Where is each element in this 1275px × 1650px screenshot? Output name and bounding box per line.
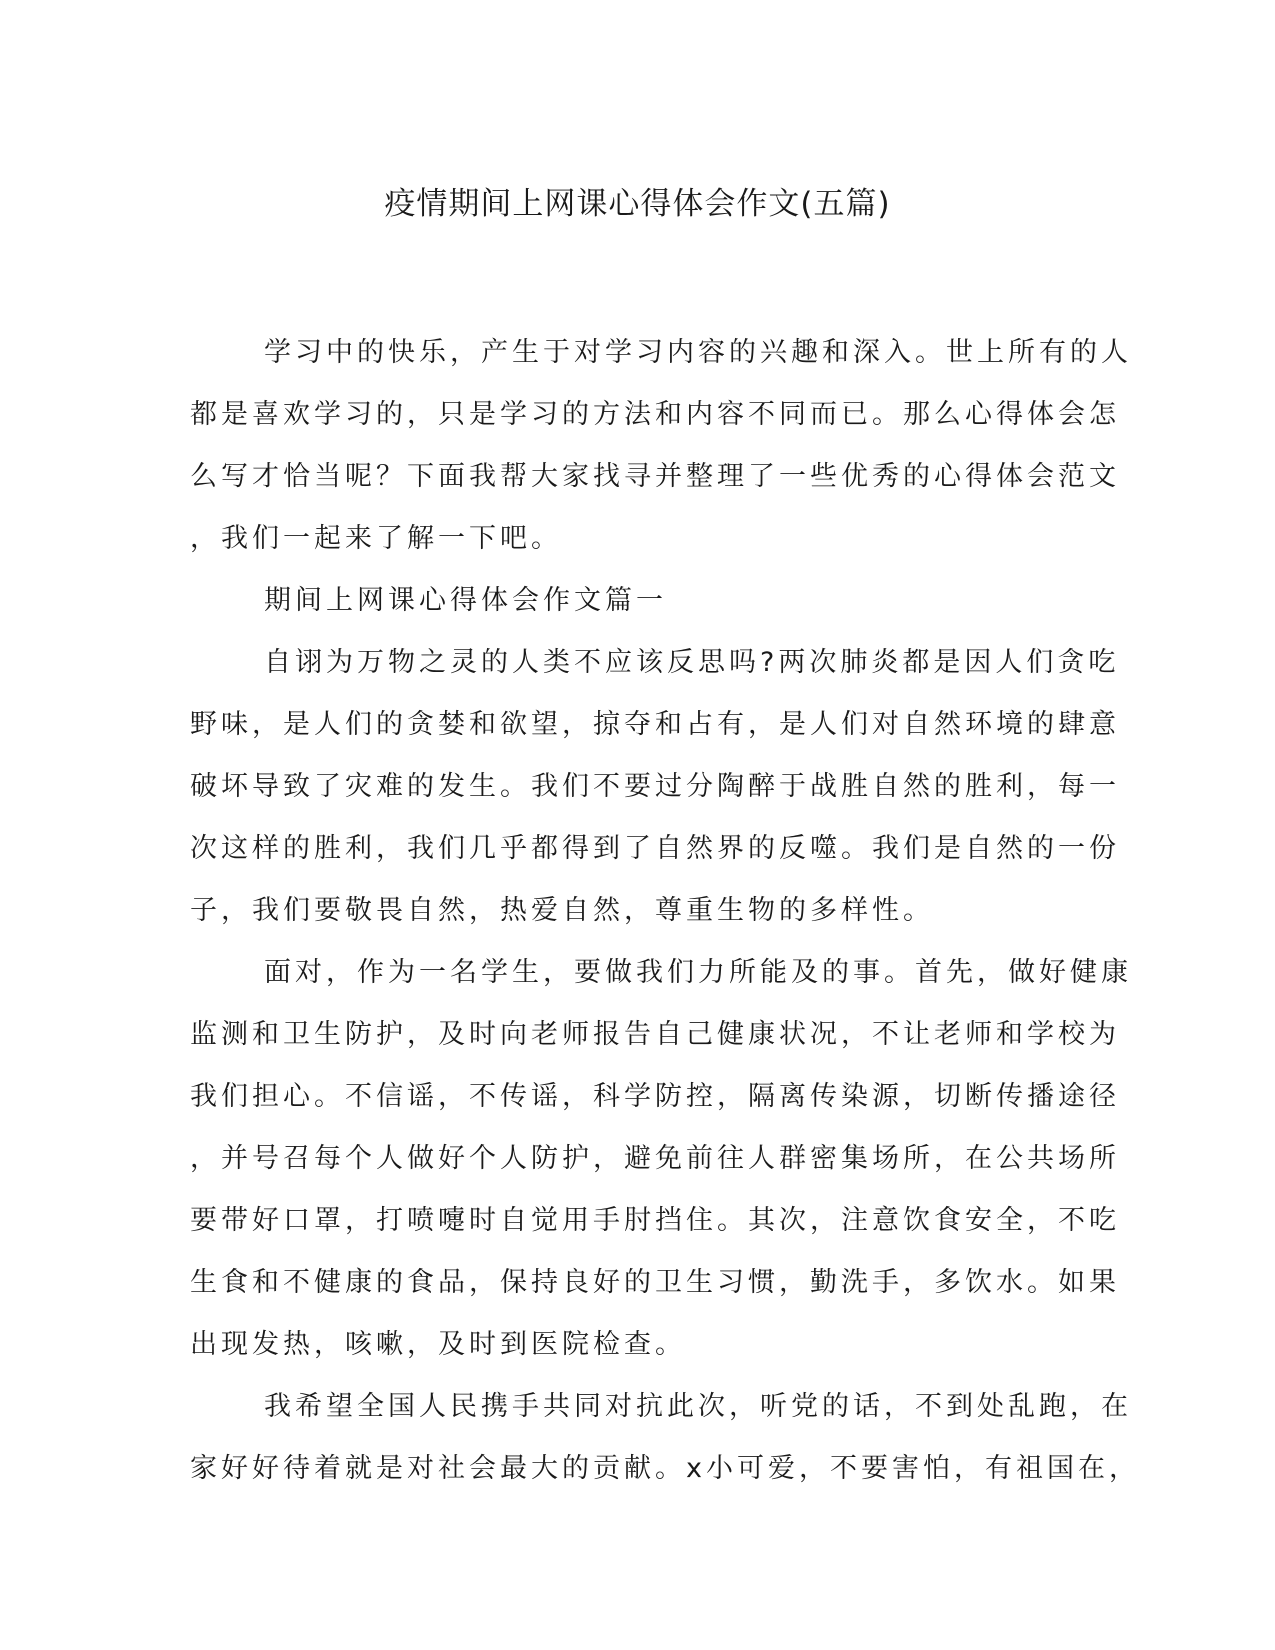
text-line: ，我们一起来了解一下吧。 [190, 523, 562, 554]
text-line: ，并号召每个人做好个人防护，避免前往人群密集场所，在公共场所 [190, 1143, 1120, 1174]
text-line: 破坏导致了灾难的发生。我们不要过分陶醉于战胜自然的胜利，每一 [190, 771, 1120, 802]
text-line: 期间上网课心得体会作文篇一 [264, 585, 667, 616]
text-line: 子，我们要敬畏自然，热爱自然，尊重生物的多样性。 [190, 895, 934, 926]
text-line: 我希望全国人民携手共同对抗此次，听党的话，不到处乱跑，在 [264, 1391, 1132, 1422]
document-body [190, 322, 1140, 1500]
paragraph-intro [190, 322, 1132, 570]
text-line: 么写才恰当呢？下面我帮大家找寻并整理了一些优秀的心得体会范文 [190, 461, 1120, 492]
text-line: 要带好口罩，打喷嚏时自觉用手肘挡住。其次，注意饮食安全，不吃 [190, 1205, 1120, 1236]
document-title: 疫情期间上网课心得体会作文(五篇) [384, 186, 891, 222]
text-line: 野味，是人们的贪婪和欲望，掠夺和占有，是人们对自然环境的肆意 [190, 709, 1120, 740]
paragraph-hope [190, 1376, 1140, 1500]
text-line: 监测和卫生防护，及时向老师报告自己健康状况，不让老师和学校为 [190, 1019, 1120, 1050]
text-line: 家好好待着就是对社会最大的贡献。x小可爱，不要害怕，有祖国在， [190, 1453, 1140, 1484]
text-line: 面对，作为一名学生，要做我们力所能及的事。首先，做好健康 [264, 957, 1132, 988]
text-line: 出现发热，咳嗽，及时到医院检查。 [190, 1329, 686, 1360]
paragraph-reflection [190, 632, 1120, 942]
text-line: 次这样的胜利，我们几乎都得到了自然界的反噬。我们是自然的一份 [190, 833, 1120, 864]
section-heading [190, 570, 1070, 632]
text-line: 都是喜欢学习的，只是学习的方法和内容不同而已。那么心得体会怎 [190, 399, 1120, 430]
text-line: 学习中的快乐，产生于对学习内容的兴趣和深入。世上所有的人 [264, 337, 1132, 368]
text-line: 我们担心。不信谣，不传谣，科学防控，隔离传染源，切断传播途径 [190, 1081, 1120, 1112]
paragraph-student-actions [190, 942, 1132, 1376]
text-line: 自诩为万物之灵的人类不应该反思吗?两次肺炎都是因人们贪吃 [264, 647, 1120, 678]
text-line: 生食和不健康的食品，保持良好的卫生习惯，勤洗手，多饮水。如果 [190, 1267, 1120, 1298]
